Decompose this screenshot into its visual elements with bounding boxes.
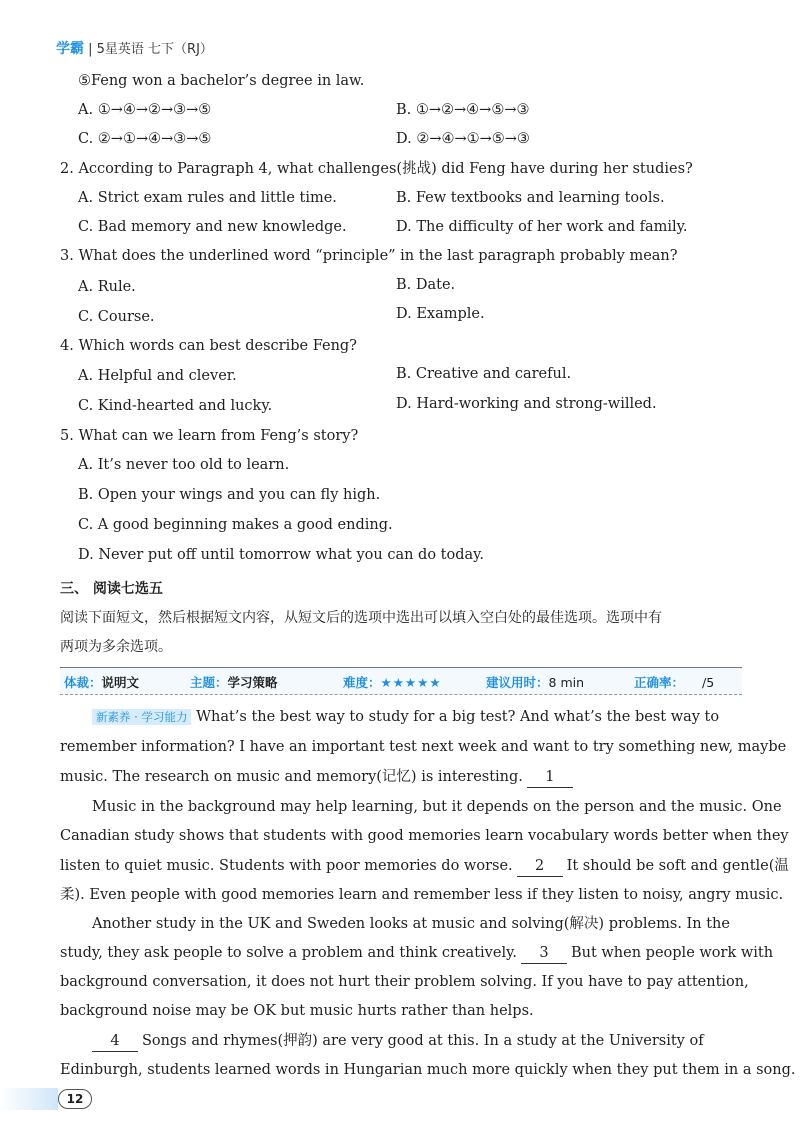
blank-3[interactable]: 3 [521, 943, 567, 964]
passage-line: Edinburgh, students learned words in Hungarian much more quickly when they put them in a song. [60, 1062, 796, 1078]
q4-option-b: B. Creative and careful. [396, 366, 572, 382]
q2-stem: 2. According to Paragraph 4, what challenges(挑战) did Feng have during her studies? [60, 161, 693, 177]
genre-value: 说明文 [101, 675, 140, 690]
genre-info [64, 673, 139, 691]
passage-line [92, 707, 719, 727]
q2-option-b: B. Few textbooks and learning tools. [396, 190, 665, 206]
q4-option-c: C. Kind-hearted and lucky. [78, 398, 273, 414]
genre-label: 体裁： [64, 675, 102, 690]
q1-option-c: C. ②→①→④→③→⑤ [78, 131, 212, 147]
passage-line: background conversation, it does not hurt their problem solving. If you have to pay attention, [60, 974, 749, 990]
accuracy-value: /5 [702, 675, 715, 690]
q2-option-c: C. Bad memory and new knowledge. [78, 219, 347, 235]
footer-decoration [0, 1088, 58, 1110]
section-instruction-line-2: 两项为多余选项。 [60, 639, 172, 655]
section-title: 三、 阅读七选五 [60, 581, 163, 597]
q4-stem: 4. Which words can best describe Feng? [60, 338, 357, 354]
blank-4[interactable]: 4 [92, 1031, 138, 1052]
passage-line: 柔). Even people with good memories learn and remember less if they listen to noisy, angry music. [60, 887, 784, 903]
q2-option-d: D. The difficulty of her work and family. [396, 219, 688, 235]
difficulty-label: 难度： [343, 675, 381, 690]
q3-option-b: B. Date. [396, 277, 456, 293]
q1-option-b: B. ①→②→④→⑤→③ [396, 102, 530, 118]
passage-line: background noise may be OK but music hurts rather than helps. [60, 1003, 534, 1019]
book-title: | 5星英语 七下（RJ） [88, 42, 213, 57]
passage-text: music. The research on music and memory(记忆) is interesting. [60, 769, 523, 785]
skill-tag: 新素养 · 学习能力 [92, 709, 191, 725]
accuracy-info [634, 673, 714, 691]
q1-option-d: D. ②→④→①→⑤→③ [396, 131, 530, 147]
passage-text: But when people work with [570, 945, 774, 961]
topic-label: 主题： [190, 675, 228, 690]
passage-text: Songs and rhymes(押韵) are very good at this. In a study at the University of [142, 1033, 704, 1049]
passage-line [60, 767, 577, 788]
passage-info-bar [60, 667, 742, 695]
accuracy-label: 正确率： [634, 675, 685, 690]
topic-info [190, 673, 278, 691]
passage-text: What’s the best way to study for a big test? And what’s the best way to [196, 709, 720, 725]
passage-line [60, 943, 773, 964]
passage-line: remember information? I have an important test next week and want to try something new, maybe [60, 739, 787, 755]
passage-line: Music in the background may help learning, but it depends on the person and the music. One [92, 799, 782, 815]
q3-stem: 3. What does the underlined word “principle” in the last paragraph probably mean? [60, 248, 678, 264]
q5-option-c: C. A good beginning makes a good ending. [78, 517, 393, 533]
q3-option-a: A. Rule. [78, 279, 136, 295]
topic-value: 学习策略 [227, 675, 278, 690]
blank-1[interactable]: 1 [527, 767, 573, 788]
page-header [56, 38, 213, 58]
page-number: 12 [58, 1089, 92, 1109]
q2-option-a: A. Strict exam rules and little time. [78, 190, 337, 206]
passage-text: It should be soft and gentle(温 [566, 858, 789, 874]
q3-option-d: D. Example. [396, 306, 485, 322]
brand-logo: 学霸 [56, 41, 84, 57]
passage-line: Canadian study shows that students with good memories learn vocabulary words better when they [60, 828, 789, 844]
passage-text: study, they ask people to solve a problem and think creatively. [60, 945, 517, 961]
q4-option-d: D. Hard-working and strong-willed. [396, 396, 657, 412]
q5-option-a: A. It’s never too old to learn. [78, 457, 290, 473]
q5-option-d: D. Never put off until tomorrow what you can do today. [78, 547, 485, 563]
difficulty-stars-icon: ★★★★★ [380, 675, 442, 690]
passage-line [92, 1031, 704, 1052]
difficulty-info [343, 673, 442, 691]
passage-line [60, 856, 789, 877]
blank-2[interactable]: 2 [517, 856, 563, 877]
section-instruction-line-1: 阅读下面短文，然后根据短文内容，从短文后的选项中选出可以填入空白处的最佳选项。选项中有 [60, 610, 662, 626]
q1-option-a: A. ①→④→②→③→⑤ [78, 102, 212, 118]
passage-text: listen to quiet music. Students with poor memories do worse. [60, 858, 513, 874]
q5-stem: 5. What can we learn from Feng’s story? [60, 428, 359, 444]
time-value: 8 min [548, 675, 585, 690]
passage-line: Another study in the UK and Sweden looks at music and solving(解决) problems. In the [92, 916, 730, 932]
q4-option-a: A. Helpful and clever. [78, 368, 237, 384]
time-info [486, 673, 584, 691]
q5-option-b: B. Open your wings and you can fly high. [78, 487, 381, 503]
q1-item-5: ⑤Feng won a bachelor’s degree in law. [78, 73, 365, 89]
time-label: 建议用时： [486, 675, 549, 690]
q3-option-c: C. Course. [78, 309, 155, 325]
